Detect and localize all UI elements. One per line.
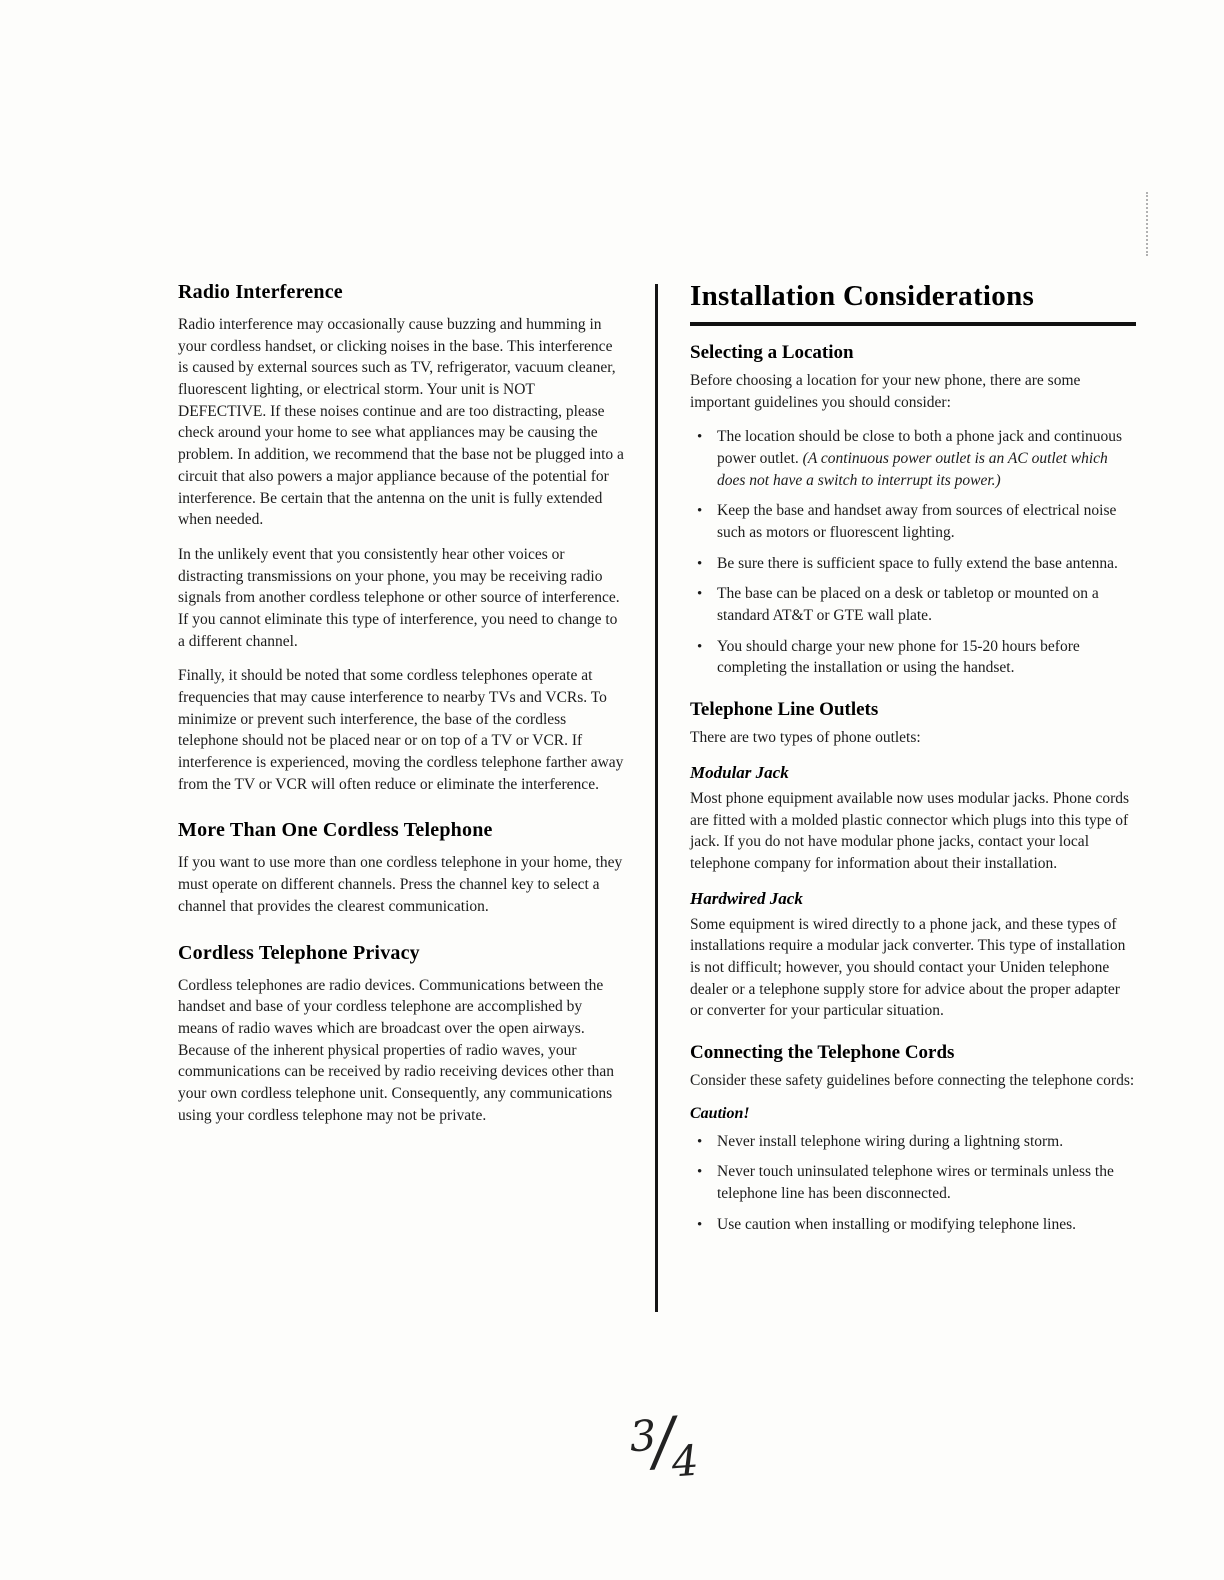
paragraph: Finally, it should be noted that some cordless telephones operate at frequencies that may cause interference to nearby TVs and VCRs. To minimize or prevent such interference, the base of the cordless telephone should not be placed near or on top of a TV or VCR. If interference is experienced, moving the cordless telephone farther away from the TV or VCR will often reduce or eliminate the interference.	[178, 667, 624, 793]
list-item-text: Never install telephone wiring during a lightning storm.	[717, 1132, 1064, 1150]
heading-radio-interference: Radio Interference	[178, 281, 343, 303]
right-column	[690, 281, 1136, 1245]
list-item	[690, 1161, 1136, 1204]
title-underline-rule	[690, 322, 1136, 326]
list-item	[690, 1131, 1136, 1153]
list-item-text: Use caution when installing or modifying telephone lines.	[717, 1215, 1077, 1233]
list-item	[690, 553, 1136, 575]
heading-cordless-privacy: Cordless Telephone Privacy	[178, 941, 420, 964]
bullet-icon	[697, 500, 702, 522]
scan-artifact-marks	[1146, 192, 1148, 256]
page-number-slash: /	[650, 1404, 677, 1480]
list-item-text: The base can be placed on a desk or tabletop or mounted on a standard AT&T or GTE wall plate.	[717, 585, 1099, 625]
bullet-icon	[697, 636, 702, 658]
paragraph: Some equipment is wired directly to a phone jack, and these types of installations require a modular jack converter. This type of installation is not difficult; however, you should contact your Uniden telephone dealer or a telephone supply store for advice about the proper adapter or converter for your particular situation.	[690, 915, 1126, 1020]
paragraph: Most phone equipment available now uses modular jacks. Phone cords are fitted with a molded plastic connector which plugs into this type of jack. If you do not have modular phone jacks, contact your local telephone company for information about their installation.	[690, 789, 1130, 872]
heading-more-than-one-cordless: More Than One Cordless Telephone	[178, 819, 493, 842]
bullet-icon	[697, 1131, 702, 1153]
paragraph: Consider these safety guidelines before connecting the telephone cords:	[690, 1072, 1135, 1090]
paragraph: If you want to use more than one cordless telephone in your home, they must operate on different channels. Press the channel key to select a channel that provides the clearest communication.	[178, 854, 623, 915]
bullet-icon	[697, 1161, 702, 1183]
heading-telephone-line-outlets: Telephone Line Outlets	[690, 699, 879, 721]
list-item	[690, 500, 1136, 543]
bullet-icon	[697, 553, 702, 575]
list-item	[690, 636, 1136, 679]
paragraph: Before choosing a location for your new phone, there are some important guidelines you should consider:	[690, 371, 1081, 411]
column-divider	[655, 284, 658, 1312]
list-item	[690, 583, 1136, 626]
handwritten-page-number	[627, 1403, 701, 1487]
page-number-denominator: 4	[670, 1435, 701, 1487]
heading-selecting-location: Selecting a Location	[690, 341, 854, 363]
location-guidelines-list	[690, 426, 1136, 679]
bullet-icon	[697, 1214, 702, 1236]
paragraph: In the unlikely event that you consistently hear other voices or distracting transmissions on your phone, you may be receiving radio signals from another cordless telephone or other source of interference. If you cannot eliminate this type of interference, you need to change to a different channel.	[178, 545, 620, 650]
list-item-text: Never touch uninsulated telephone wires or terminals unless the telephone line has been disconnected.	[717, 1163, 1114, 1203]
left-column	[178, 281, 624, 1139]
bullet-icon	[697, 583, 702, 605]
list-item-text: Be sure there is sufficient space to fully extend the base antenna.	[717, 554, 1118, 572]
list-item-italic-text: (A continuous power outlet is an AC outlet which does not have a switch to interrupt its power.)	[717, 449, 1108, 489]
paragraph: Cordless telephones are radio devices. Communications between the handset and base of your cordless telephone are accomplished by means of radio waves which are broadcast over the open airways. Because of the inherent physical properties of radio waves, your communications can be received by radio receiving devices other than your own cordless telephone unit. Consequently, any communications using your cordless telephone may not be private.	[178, 976, 614, 1124]
list-item-text: The location should be close to both a phone jack and continuous power outlet.	[717, 428, 1123, 467]
heading-hardwired-jack: Hardwired Jack	[690, 888, 803, 908]
heading-connecting-cords: Connecting the Telephone Cords	[690, 1042, 955, 1064]
list-item	[690, 1214, 1136, 1236]
list-item	[690, 426, 1136, 491]
page-number-numerator: 3	[627, 1410, 658, 1462]
heading-modular-jack: Modular Jack	[690, 762, 789, 782]
list-item-text: You should charge your new phone for 15-20 hours before completing the installation or using the handset.	[717, 637, 1080, 677]
page-title: Installation Considerations	[690, 280, 1035, 312]
paragraph: Radio interference may occasionally cause buzzing and humming in your cordless handset, or clicking noises in the base. This interference is caused by external sources such as TV, refrigerator, vacuum cleaner, fluorescent lighting, or electrical storm. Your unit is NOT DEFECTIVE. If these noises continue and are too distracting, please check around your home to see what appliances may be causing the problem. In addition, we recommend that the base not be plugged into a circuit that also powers a major appliance because of the potential for interference. Be certain that the antenna on the unit is fully extended when needed.	[178, 316, 624, 529]
caution-list	[690, 1131, 1136, 1236]
bullet-icon	[697, 426, 702, 448]
caution-label: Caution!	[690, 1104, 750, 1122]
paragraph: There are two types of phone outlets:	[690, 729, 921, 747]
list-item-text: Keep the base and handset away from sources of electrical noise such as motors or fluorescent lighting.	[717, 502, 1117, 542]
